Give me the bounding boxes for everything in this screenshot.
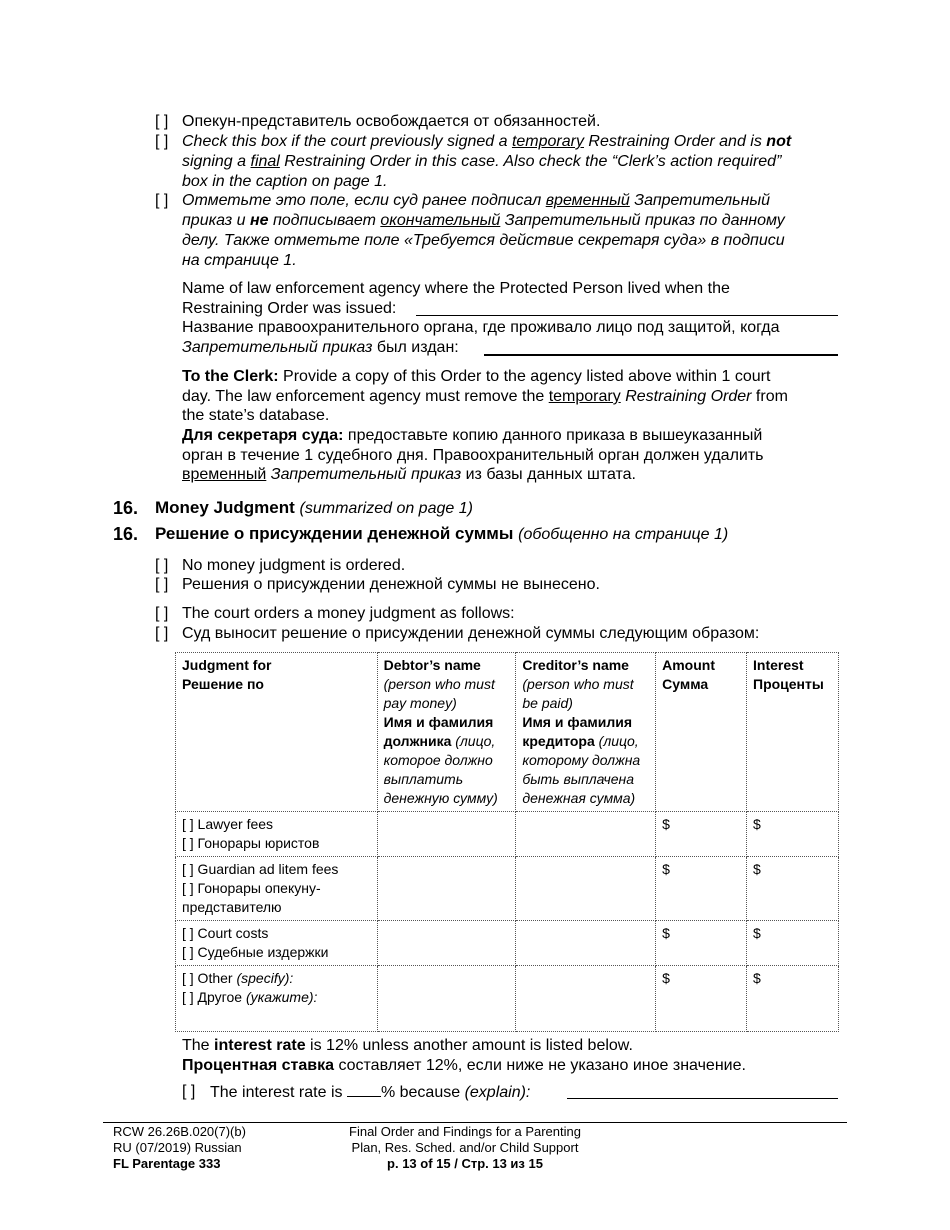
table-row <box>176 857 839 921</box>
table-row <box>176 921 839 966</box>
checkbox[interactable]: [ ] <box>155 625 169 642</box>
clerk-ru-line3: временный Запретительный приказ из базы данных штата. <box>182 466 636 483</box>
restraining-check-en-line1: Check this box if the court previously signed a temporary Restraining Order and is not <box>182 133 792 150</box>
clerk-en-line2: day. The law enforcement agency must remove the temporary Restraining Order from <box>182 388 788 405</box>
amount-cell[interactable]: $ <box>656 921 747 966</box>
section-number: 16. <box>113 498 139 518</box>
header-debtor: Debtor’s name (person who must pay money) Имя и фамилия должника (лицо, которое должно выплатить денежную сумму) <box>377 653 516 812</box>
restraining-check-ru-line3: делу. Также отметьте поле «Требуется действие секретаря суда» в подписи <box>182 232 785 249</box>
money-judgment-table <box>175 652 839 1032</box>
checkbox[interactable]: [ ] <box>155 192 169 209</box>
guardian-discharged-text: Опекун-представитель освобождается от обязанностей. <box>182 113 601 130</box>
agency-ru-field[interactable] <box>484 354 838 356</box>
creditor-cell[interactable] <box>516 966 656 1032</box>
checkbox[interactable]: [ ] <box>155 133 169 150</box>
creditor-cell[interactable] <box>516 857 656 921</box>
debtor-cell[interactable] <box>377 966 516 1032</box>
header-creditor: Creditor’s name (person who must be paid) Имя и фамилия кредитора (лицо, которому должна быть выплачена денежная сумма) <box>516 653 656 812</box>
interest-explain-field[interactable] <box>567 1098 838 1099</box>
footer-divider <box>103 1122 847 1123</box>
checkbox[interactable]: [ ] <box>155 605 169 622</box>
interest-cell[interactable]: $ <box>747 857 839 921</box>
interest-rate-ru: Процентная ставка составляет 12%, если ниже не указано иное значение. <box>182 1057 746 1074</box>
amount-cell[interactable]: $ <box>656 857 747 921</box>
section-number: 16. <box>113 524 139 544</box>
agency-en-line2: Restraining Order was issued: <box>182 300 397 317</box>
restraining-check-ru-line2: приказ и не подписывает окончательный Запретительный приказ по данному <box>182 212 785 229</box>
header-interest: Interest Проценты <box>747 653 839 812</box>
clerk-en-line1: To the Clerk: Provide a copy of this Order to the agency listed above within 1 court <box>182 368 771 385</box>
interest-rate-en: The interest rate is 12% unless another amount is listed below. <box>182 1037 633 1054</box>
checkbox[interactable]: [ ] <box>155 113 169 130</box>
table-header-row <box>176 653 839 812</box>
debtor-cell[interactable] <box>377 921 516 966</box>
agency-ru-line2: Запретительный приказ был издан: <box>182 339 459 356</box>
court-orders-en: The court orders a money judgment as follows: <box>182 605 515 622</box>
row-label-cell[interactable]: [ ] Guardian ad litem fees [ ] Гонорары опекуну-представителю <box>176 857 378 921</box>
agency-en-field[interactable] <box>416 315 838 316</box>
table-row <box>176 812 839 857</box>
interest-other-line: The interest rate is % because (explain): <box>210 1084 531 1101</box>
creditor-cell[interactable] <box>516 812 656 857</box>
table-row <box>176 966 839 1032</box>
row-label-cell[interactable]: [ ] Lawyer fees [ ] Гонорары юристов <box>176 812 378 857</box>
section-title-ru: Решение о присуждении денежной суммы (обобщенно на странице 1) <box>155 524 729 543</box>
court-orders-ru: Суд выносит решение о присуждении денежной суммы следующим образом: <box>182 625 760 642</box>
restraining-check-en-line2: signing a final Restraining Order in this case. Also check the “Clerk’s action required” <box>182 153 782 170</box>
checkbox[interactable]: [ ] <box>155 576 169 593</box>
agency-ru-line1: Название правоохранительного органа, где проживало лицо под защитой, когда <box>182 319 780 336</box>
no-judgment-en: No money judgment is ordered. <box>182 557 406 574</box>
amount-cell[interactable]: $ <box>656 812 747 857</box>
header-judgment-for: Judgment for Решение по <box>176 653 378 812</box>
restraining-check-en-line3: box in the caption on page 1. <box>182 173 388 190</box>
clerk-ru-line2: орган в течение 1 судебного дня. Правоохранительный орган должен удалить <box>182 447 764 464</box>
clerk-en-line3: the state’s database. <box>182 407 330 424</box>
checkbox[interactable]: [ ] <box>155 557 169 574</box>
section-title-en: Money Judgment (summarized on page 1) <box>155 498 473 517</box>
amount-cell[interactable]: $ <box>656 966 747 1032</box>
agency-en-line1: Name of law enforcement agency where the Protected Person lived when the <box>182 280 730 297</box>
creditor-cell[interactable] <box>516 921 656 966</box>
row-label-cell[interactable]: [ ] Other (specify): [ ] Другое (укажите): <box>176 966 378 1032</box>
row-label-cell[interactable]: [ ] Court costs [ ] Судебные издержки <box>176 921 378 966</box>
debtor-cell[interactable] <box>377 857 516 921</box>
restraining-check-ru-line1: Отметьте это поле, если суд ранее подписал временный Запретительный <box>182 192 771 209</box>
footer-center: Final Order and Findings for a Parenting Plan, Res. Sched. and/or Child Support p. 13 of 15 / Стр. 13 из 15 <box>349 1124 581 1171</box>
interest-cell[interactable]: $ <box>747 966 839 1032</box>
interest-cell[interactable]: $ <box>747 921 839 966</box>
clerk-ru-line1: Для секретаря суда: предоставьте копию данного приказа в вышеуказанный <box>182 427 763 444</box>
no-judgment-ru: Решения о присуждении денежной суммы не вынесено. <box>182 576 600 593</box>
debtor-cell[interactable] <box>377 812 516 857</box>
footer-left: RCW 26.26B.020(7)(b) RU (07/2019) Russian FL Parentage 333 <box>113 1124 246 1171</box>
restraining-check-ru-line4: на странице 1. <box>182 252 297 269</box>
header-amount: Amount Сумма <box>656 653 747 812</box>
interest-cell[interactable]: $ <box>747 812 839 857</box>
interest-percent-field[interactable] <box>347 1082 381 1097</box>
checkbox[interactable]: [ ] <box>182 1083 196 1100</box>
